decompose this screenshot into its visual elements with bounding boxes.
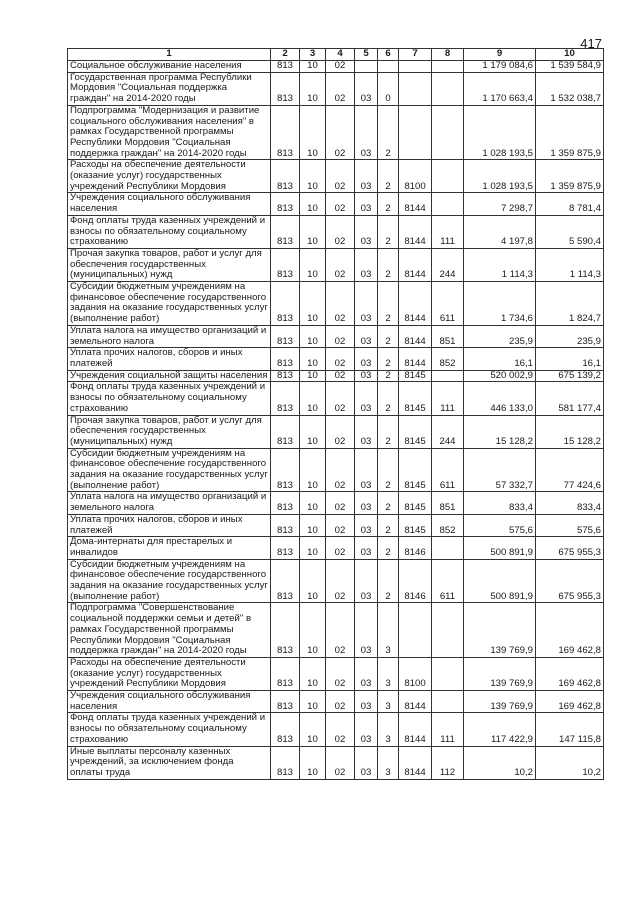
header-cell: 3 <box>300 49 326 61</box>
code-cell: 111 <box>432 713 464 746</box>
code-cell: 3 <box>378 603 399 658</box>
header-cell: 6 <box>378 49 399 61</box>
code-cell: 02 <box>326 382 355 415</box>
amount-cell: 169 462,8 <box>536 691 604 713</box>
amount-cell: 15 128,2 <box>464 415 536 448</box>
code-cell <box>399 603 432 658</box>
code-cell: 8146 <box>399 537 432 559</box>
header-cell: 2 <box>271 49 300 61</box>
code-cell: 10 <box>300 415 326 448</box>
code-cell: 813 <box>271 348 300 370</box>
code-cell: 02 <box>326 559 355 603</box>
amount-cell: 675 955,3 <box>536 559 604 603</box>
table-row <box>68 603 604 658</box>
code-cell: 851 <box>432 492 464 514</box>
code-cell: 8144 <box>399 193 432 215</box>
code-cell: 03 <box>355 348 378 370</box>
code-cell: 244 <box>432 415 464 448</box>
amount-cell: 169 462,8 <box>536 657 604 690</box>
code-cell: 813 <box>271 492 300 514</box>
code-cell: 10 <box>300 537 326 559</box>
row-name: Подпрограмма "Совершенствование социальной поддержки семьи и детей" в рамках Государственной программы Республики Мордовия "Социальная поддержка граждан" на 2014-2020 годы <box>68 603 271 658</box>
code-cell: 02 <box>326 348 355 370</box>
row-name: Фонд оплаты труда казенных учреждений и взносы по обязательному социальному страхованию <box>68 382 271 415</box>
page-number: 417 <box>580 36 602 51</box>
amount-cell: 139 769,9 <box>464 657 536 690</box>
code-cell: 2 <box>378 215 399 248</box>
code-cell: 8144 <box>399 248 432 281</box>
amount-cell: 16,1 <box>464 348 536 370</box>
amount-cell: 446 133,0 <box>464 382 536 415</box>
table-row <box>68 448 604 492</box>
code-cell: 10 <box>300 105 326 160</box>
code-cell: 02 <box>326 193 355 215</box>
code-cell: 10 <box>300 215 326 248</box>
code-cell: 03 <box>355 193 378 215</box>
header-cell: 9 <box>464 49 536 61</box>
code-cell <box>432 657 464 690</box>
row-name: Дома-интернаты для престарелых и инвалидов <box>68 537 271 559</box>
code-cell: 02 <box>326 325 355 347</box>
code-cell: 2 <box>378 537 399 559</box>
table-row <box>68 382 604 415</box>
code-cell <box>432 193 464 215</box>
code-cell: 112 <box>432 746 464 779</box>
table-row <box>68 370 604 382</box>
table-row <box>68 348 604 370</box>
code-cell: 2 <box>378 559 399 603</box>
code-cell: 813 <box>271 105 300 160</box>
code-cell: 8145 <box>399 448 432 492</box>
code-cell <box>355 61 378 73</box>
code-cell: 02 <box>326 713 355 746</box>
code-cell: 10 <box>300 325 326 347</box>
code-cell <box>399 105 432 160</box>
code-cell: 813 <box>271 382 300 415</box>
amount-cell: 833,4 <box>536 492 604 514</box>
header-cell: 5 <box>355 49 378 61</box>
code-cell: 813 <box>271 537 300 559</box>
row-name: Фонд оплаты труда казенных учреждений и взносы по обязательному социальному страхованию <box>68 215 271 248</box>
code-cell: 3 <box>378 746 399 779</box>
code-cell: 2 <box>378 415 399 448</box>
code-cell: 10 <box>300 348 326 370</box>
row-name: Расходы на обеспечение деятельности (оказание услуг) государственных учреждений Республики Мордовия <box>68 657 271 690</box>
code-cell: 813 <box>271 559 300 603</box>
code-cell: 813 <box>271 248 300 281</box>
code-cell: 02 <box>326 492 355 514</box>
table-row <box>68 248 604 281</box>
code-cell: 10 <box>300 559 326 603</box>
row-name: Субсидии бюджетным учреждениям на финансовое обеспечение государственного задания на оказание государственных услуг (выполнение работ) <box>68 448 271 492</box>
code-cell: 8144 <box>399 691 432 713</box>
code-cell: 03 <box>355 691 378 713</box>
code-cell <box>378 61 399 73</box>
code-cell: 813 <box>271 603 300 658</box>
amount-cell: 675 139,2 <box>536 370 604 382</box>
amount-cell: 575,6 <box>536 514 604 536</box>
code-cell: 02 <box>326 657 355 690</box>
header-cell: 4 <box>326 49 355 61</box>
amount-cell: 500 891,9 <box>464 559 536 603</box>
code-cell: 10 <box>300 603 326 658</box>
amount-cell: 10,2 <box>464 746 536 779</box>
amount-cell: 675 955,3 <box>536 537 604 559</box>
code-cell: 02 <box>326 603 355 658</box>
code-cell: 2 <box>378 325 399 347</box>
amount-cell: 833,4 <box>464 492 536 514</box>
code-cell: 03 <box>355 215 378 248</box>
code-cell <box>432 691 464 713</box>
amount-cell: 7 298,7 <box>464 193 536 215</box>
code-cell: 10 <box>300 713 326 746</box>
code-cell: 03 <box>355 282 378 326</box>
row-name: Социальное обслуживание населения <box>68 61 271 73</box>
code-cell: 813 <box>271 514 300 536</box>
amount-cell: 139 769,9 <box>464 691 536 713</box>
code-cell: 10 <box>300 382 326 415</box>
code-cell: 8145 <box>399 370 432 382</box>
code-cell: 2 <box>378 105 399 160</box>
row-name: Учреждения социального обслуживания населения <box>68 691 271 713</box>
code-cell: 111 <box>432 382 464 415</box>
code-cell: 813 <box>271 370 300 382</box>
code-cell: 813 <box>271 215 300 248</box>
amount-cell: 5 590,4 <box>536 215 604 248</box>
code-cell: 813 <box>271 160 300 193</box>
amount-cell: 1 539 584,9 <box>536 61 604 73</box>
table-row <box>68 105 604 160</box>
code-cell: 03 <box>355 603 378 658</box>
amount-cell: 581 177,4 <box>536 382 604 415</box>
table-body <box>68 61 604 780</box>
table-row <box>68 746 604 779</box>
code-cell: 03 <box>355 514 378 536</box>
code-cell: 0 <box>378 72 399 105</box>
code-cell: 03 <box>355 325 378 347</box>
code-cell: 02 <box>326 248 355 281</box>
amount-cell: 1 170 663,4 <box>464 72 536 105</box>
amount-cell: 1 179 084,6 <box>464 61 536 73</box>
row-name: Субсидии бюджетным учреждениям на финансовое обеспечение государственного задания на оказание государственных услуг (выполнение работ) <box>68 559 271 603</box>
amount-cell: 77 424,6 <box>536 448 604 492</box>
code-cell: 03 <box>355 537 378 559</box>
code-cell <box>432 105 464 160</box>
code-cell: 813 <box>271 325 300 347</box>
amount-cell: 1 734,6 <box>464 282 536 326</box>
table-row <box>68 492 604 514</box>
table-row <box>68 691 604 713</box>
code-cell: 8144 <box>399 348 432 370</box>
amount-cell: 1 532 038,7 <box>536 72 604 105</box>
table-row <box>68 559 604 603</box>
code-cell: 10 <box>300 193 326 215</box>
code-cell: 813 <box>271 713 300 746</box>
table-row <box>68 193 604 215</box>
amount-cell: 1 359 875,9 <box>536 105 604 160</box>
row-name: Учреждения социального обслуживания населения <box>68 193 271 215</box>
row-name: Прочая закупка товаров, работ и услуг для обеспечения государственных (муниципальных) нужд <box>68 415 271 448</box>
code-cell: 611 <box>432 448 464 492</box>
code-cell: 2 <box>378 248 399 281</box>
code-cell: 2 <box>378 492 399 514</box>
code-cell: 02 <box>326 415 355 448</box>
code-cell: 03 <box>355 248 378 281</box>
amount-cell: 1 114,3 <box>464 248 536 281</box>
code-cell: 813 <box>271 448 300 492</box>
code-cell: 02 <box>326 370 355 382</box>
code-cell <box>432 160 464 193</box>
amount-cell: 1 359 875,9 <box>536 160 604 193</box>
code-cell <box>399 61 432 73</box>
amount-cell: 57 332,7 <box>464 448 536 492</box>
code-cell: 611 <box>432 282 464 326</box>
table-row <box>68 325 604 347</box>
header-cell: 1 <box>68 49 271 61</box>
code-cell: 2 <box>378 193 399 215</box>
code-cell <box>432 603 464 658</box>
code-cell: 8144 <box>399 713 432 746</box>
table-row <box>68 160 604 193</box>
code-cell: 8145 <box>399 382 432 415</box>
code-cell: 02 <box>326 160 355 193</box>
code-cell: 10 <box>300 282 326 326</box>
code-cell: 03 <box>355 657 378 690</box>
code-cell: 2 <box>378 160 399 193</box>
row-name: Учреждения социальной защиты населения <box>68 370 271 382</box>
code-cell: 2 <box>378 448 399 492</box>
code-cell: 03 <box>355 105 378 160</box>
code-cell: 10 <box>300 514 326 536</box>
code-cell: 2 <box>378 370 399 382</box>
code-cell: 10 <box>300 448 326 492</box>
code-cell: 2 <box>378 514 399 536</box>
code-cell: 03 <box>355 370 378 382</box>
code-cell: 813 <box>271 193 300 215</box>
code-cell: 8144 <box>399 325 432 347</box>
row-name: Расходы на обеспечение деятельности (оказание услуг) государственных учреждений Республики Мордовия <box>68 160 271 193</box>
code-cell: 8145 <box>399 514 432 536</box>
code-cell: 10 <box>300 746 326 779</box>
code-cell: 8144 <box>399 215 432 248</box>
row-name: Прочая закупка товаров, работ и услуг для обеспечения государственных (муниципальных) нужд <box>68 248 271 281</box>
code-cell <box>432 72 464 105</box>
code-cell: 02 <box>326 282 355 326</box>
code-cell: 8144 <box>399 746 432 779</box>
amount-cell: 500 891,9 <box>464 537 536 559</box>
header-cell: 8 <box>432 49 464 61</box>
code-cell: 02 <box>326 448 355 492</box>
code-cell: 10 <box>300 248 326 281</box>
code-cell: 8144 <box>399 282 432 326</box>
code-cell: 813 <box>271 746 300 779</box>
code-cell: 2 <box>378 382 399 415</box>
code-cell: 111 <box>432 215 464 248</box>
code-cell: 10 <box>300 72 326 105</box>
code-cell <box>432 61 464 73</box>
amount-cell: 169 462,8 <box>536 603 604 658</box>
code-cell <box>399 72 432 105</box>
code-cell: 8146 <box>399 559 432 603</box>
table-row <box>68 657 604 690</box>
code-cell: 8100 <box>399 657 432 690</box>
table-row <box>68 514 604 536</box>
amount-cell: 575,6 <box>464 514 536 536</box>
code-cell: 852 <box>432 514 464 536</box>
code-cell: 03 <box>355 559 378 603</box>
code-cell: 03 <box>355 72 378 105</box>
amount-cell: 1 028 193,5 <box>464 105 536 160</box>
code-cell: 244 <box>432 248 464 281</box>
amount-cell: 1 028 193,5 <box>464 160 536 193</box>
code-cell: 03 <box>355 448 378 492</box>
code-cell: 02 <box>326 72 355 105</box>
amount-cell: 235,9 <box>536 325 604 347</box>
code-cell: 813 <box>271 72 300 105</box>
table-row <box>68 215 604 248</box>
amount-cell: 520 002,9 <box>464 370 536 382</box>
code-cell <box>432 537 464 559</box>
code-cell: 02 <box>326 215 355 248</box>
row-name: Государственная программа Республики Мордовия "Социальная поддержка граждан" на 2014-2020 годы <box>68 72 271 105</box>
code-cell: 851 <box>432 325 464 347</box>
code-cell: 10 <box>300 657 326 690</box>
row-name: Уплата прочих налогов, сборов и иных платежей <box>68 348 271 370</box>
code-cell: 10 <box>300 370 326 382</box>
table-row <box>68 282 604 326</box>
code-cell: 3 <box>378 713 399 746</box>
code-cell: 8145 <box>399 492 432 514</box>
code-cell <box>432 370 464 382</box>
amount-cell: 1 114,3 <box>536 248 604 281</box>
budget-table <box>67 48 604 780</box>
code-cell: 02 <box>326 537 355 559</box>
amount-cell: 15 128,2 <box>536 415 604 448</box>
amount-cell: 10,2 <box>536 746 604 779</box>
code-cell: 813 <box>271 282 300 326</box>
code-cell: 3 <box>378 691 399 713</box>
code-cell: 10 <box>300 691 326 713</box>
amount-cell: 4 197,8 <box>464 215 536 248</box>
code-cell: 02 <box>326 514 355 536</box>
code-cell: 8100 <box>399 160 432 193</box>
code-cell: 8145 <box>399 415 432 448</box>
code-cell: 02 <box>326 105 355 160</box>
code-cell: 10 <box>300 61 326 73</box>
row-name: Фонд оплаты труда казенных учреждений и взносы по обязательному социальному страхованию <box>68 713 271 746</box>
code-cell: 611 <box>432 559 464 603</box>
row-name: Уплата налога на имущество организаций и земельного налога <box>68 325 271 347</box>
amount-cell: 1 824,7 <box>536 282 604 326</box>
row-name: Уплата прочих налогов, сборов и иных платежей <box>68 514 271 536</box>
amount-cell: 147 115,8 <box>536 713 604 746</box>
code-cell: 02 <box>326 691 355 713</box>
code-cell: 2 <box>378 282 399 326</box>
code-cell: 813 <box>271 691 300 713</box>
amount-cell: 139 769,9 <box>464 603 536 658</box>
code-cell: 852 <box>432 348 464 370</box>
code-cell: 813 <box>271 657 300 690</box>
table-row <box>68 713 604 746</box>
code-cell: 3 <box>378 657 399 690</box>
table-row <box>68 415 604 448</box>
code-cell: 813 <box>271 415 300 448</box>
table-row <box>68 72 604 105</box>
amount-cell: 8 781,4 <box>536 193 604 215</box>
table-row <box>68 537 604 559</box>
code-cell: 03 <box>355 492 378 514</box>
code-cell: 813 <box>271 61 300 73</box>
code-cell: 10 <box>300 160 326 193</box>
table-row <box>68 61 604 73</box>
code-cell: 10 <box>300 492 326 514</box>
row-name: Иные выплаты персоналу казенных учреждений, за исключением фонда оплаты труда <box>68 746 271 779</box>
code-cell: 02 <box>326 746 355 779</box>
code-cell: 03 <box>355 160 378 193</box>
code-cell: 03 <box>355 713 378 746</box>
code-cell: 2 <box>378 348 399 370</box>
code-cell: 02 <box>326 61 355 73</box>
header-cell: 7 <box>399 49 432 61</box>
header-cell: 10 <box>536 49 604 61</box>
row-name: Уплата налога на имущество организаций и земельного налога <box>68 492 271 514</box>
code-cell: 03 <box>355 746 378 779</box>
code-cell: 03 <box>355 415 378 448</box>
amount-cell: 16,1 <box>536 348 604 370</box>
row-name: Субсидии бюджетным учреждениям на финансовое обеспечение государственного задания на оказание государственных услуг (выполнение работ) <box>68 282 271 326</box>
amount-cell: 235,9 <box>464 325 536 347</box>
header-row <box>68 49 604 61</box>
amount-cell: 117 422,9 <box>464 713 536 746</box>
row-name: Подпрограмма "Модернизация и развитие социального обслуживания населения" в рамках Государственной программы Республики Мордовия "Социальная поддержка граждан" на 2014-2020 годы <box>68 105 271 160</box>
code-cell: 03 <box>355 382 378 415</box>
